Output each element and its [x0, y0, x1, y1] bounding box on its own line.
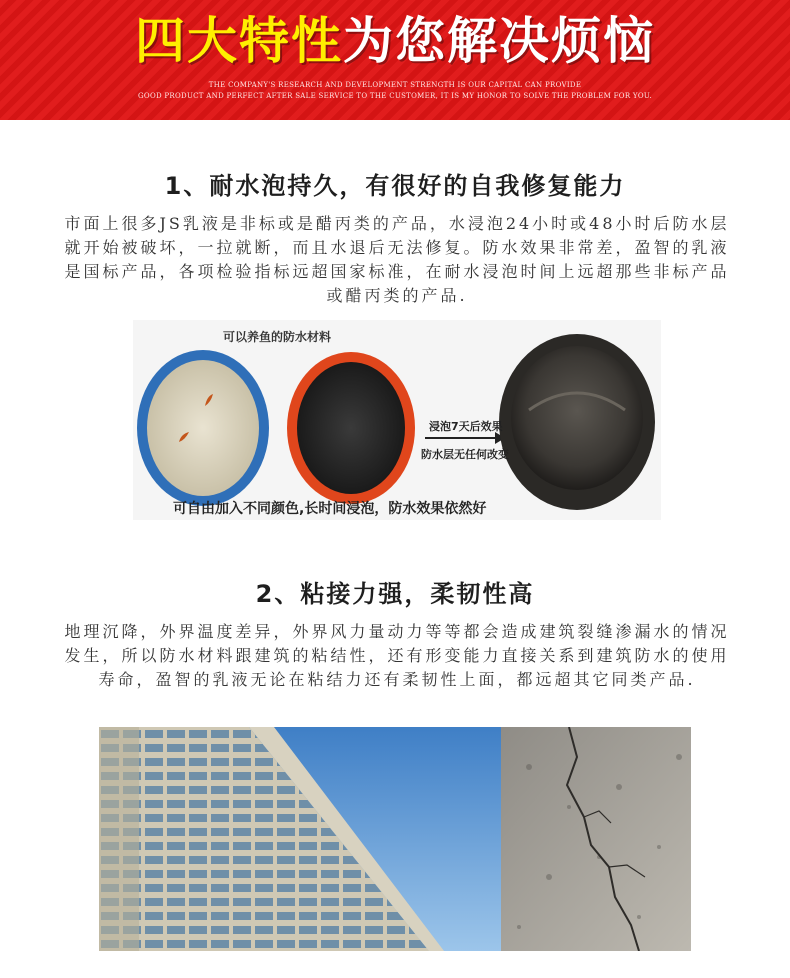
- section1-title: 1、耐水泡持久，有很好的自我修复能力: [164, 172, 626, 200]
- pool-comparison-image: [133, 320, 661, 520]
- building-illustration: [99, 727, 691, 951]
- pool-caption-bottom: 可自由加入不同颜色,长时间浸泡，防水效果依然好: [173, 501, 487, 517]
- banner-subtitle: [0, 80, 790, 102]
- section2-body: 地理沉降，外界温度差异，外界风力量动力等等都会造成建筑裂缝渗漏水的情况发生，所以防水材料跟建筑的粘结性，还有形变能力直接关系到建筑防水的使用寿命，盈智的乳液无论在粘结力还有柔韧性上面，都远超其它同类产品.: [64, 622, 730, 689]
- banner-title: [0, 10, 790, 72]
- banner-subtitle-line2: GOOD PRODUCT AND PERFECT AFTER SALE SERVICE TO THE CUSTOMER, IT IS MY HONOR TO SOLVE THE PROBLEM FOR YOU.: [138, 92, 652, 100]
- pool-illustration: [133, 320, 661, 520]
- banner-title-highlight: 四大特性: [135, 12, 343, 70]
- arrow-label-soak: 浸泡7天后效果: [429, 420, 503, 433]
- building-crack-image: [99, 727, 691, 951]
- header-banner: [0, 0, 790, 120]
- pool-caption-top: 可以养鱼的防水材料: [223, 330, 332, 344]
- section1-body: 市面上很多JS乳液是非标或是醋丙类的产品，水浸泡24小时或48小时后防水层就开始被破坏，一拉就断，而且水退后无法修复。防水效果非常差，盈智的乳液是国标产品，各项检验指标远超国家标准，在耐水浸泡时间上远超那些非标产品或醋丙类的产品.: [64, 214, 730, 305]
- arrow-label-no-change: 防水层无任何改变: [421, 448, 509, 461]
- section2-title: 2、粘接力强，柔韧性高: [255, 580, 535, 608]
- banner-title-rest: 为您解决烦恼: [343, 12, 655, 70]
- banner-subtitle-line1: THE COMPANY'S RESEARCH AND DEVELOPMENT STRENGTH IS OUR CAPITAL CAN PROVIDE: [208, 81, 582, 89]
